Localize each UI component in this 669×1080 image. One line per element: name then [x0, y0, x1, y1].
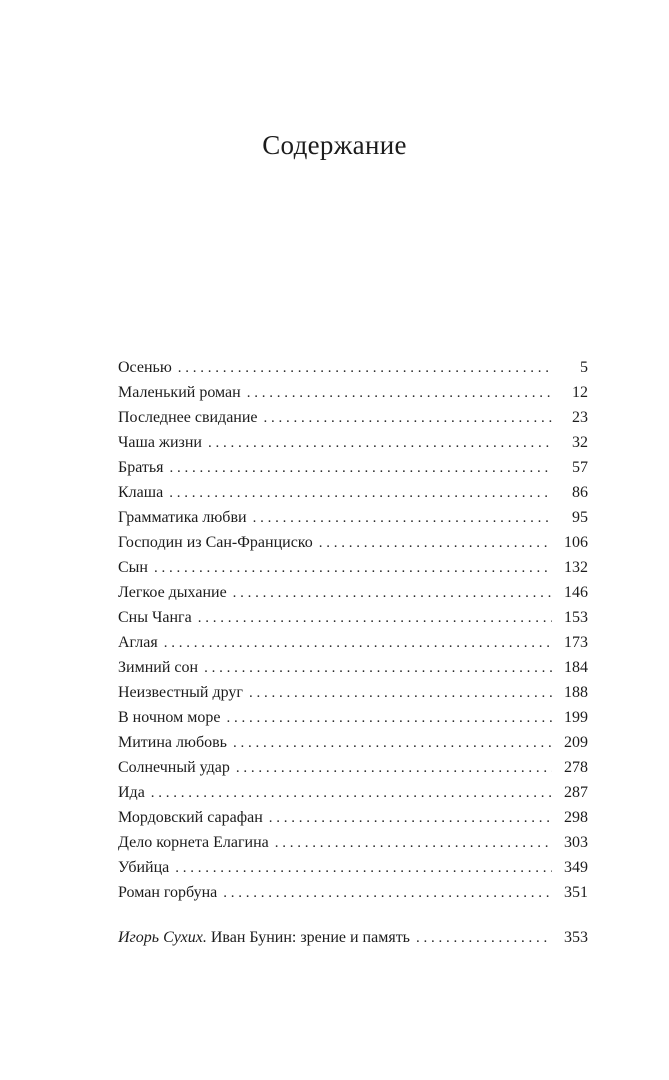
toc-entry-page-number: 146 — [564, 584, 588, 601]
toc-entry-page-number: 298 — [564, 809, 588, 826]
dot-leader — [247, 381, 552, 406]
toc-entry — [118, 605, 588, 630]
dot-leader — [236, 756, 552, 781]
dot-leader — [198, 606, 552, 631]
toc-entry — [118, 430, 588, 455]
toc-entry-title: Клаша — [118, 484, 164, 501]
toc-entry-page-number: 287 — [564, 784, 588, 801]
toc-entry — [118, 380, 588, 405]
toc-entry — [118, 530, 588, 555]
toc-entry-page-number: 106 — [564, 534, 588, 551]
toc-entry-title: Легкое дыхание — [118, 584, 227, 601]
toc-entry — [118, 630, 588, 655]
dot-leader — [226, 706, 552, 731]
toc-entry-title: Сны Чанга — [118, 609, 192, 626]
afterword-page-number: 353 — [564, 929, 588, 946]
dot-leader — [416, 926, 552, 951]
dot-leader — [275, 831, 552, 856]
toc-entry-page-number: 349 — [564, 859, 588, 876]
toc-entry-title: Сын — [118, 559, 148, 576]
toc-entry-page-number: 351 — [564, 884, 588, 901]
toc-entry-page-number: 173 — [564, 634, 588, 651]
toc-entry-page-number: 278 — [564, 759, 588, 776]
toc-entry — [118, 705, 588, 730]
toc-entry — [118, 405, 588, 430]
toc-entry-title: Осенью — [118, 359, 172, 376]
table-of-contents — [118, 355, 588, 905]
toc-entry-page-number: 209 — [564, 734, 588, 751]
toc-entry-page-number: 303 — [564, 834, 588, 851]
toc-entry — [118, 455, 588, 480]
toc-entry-page-number: 5 — [580, 359, 588, 376]
toc-entry-page-number: 184 — [564, 659, 588, 676]
toc-entry — [118, 480, 588, 505]
toc-entry-page-number: 188 — [564, 684, 588, 701]
toc-entry-title: Солнечный удар — [118, 759, 230, 776]
dot-leader — [269, 806, 552, 831]
toc-entry — [118, 855, 588, 880]
page-title: Содержание — [262, 130, 407, 160]
dot-leader — [208, 431, 552, 456]
toc-entry — [118, 730, 588, 755]
toc-entry-title: Братья — [118, 459, 164, 476]
toc-entry-page-number: 86 — [572, 484, 588, 501]
dot-leader — [175, 856, 552, 881]
toc-entry-page-number: 32 — [572, 434, 588, 451]
toc-afterword-entry — [118, 925, 588, 950]
toc-entry-page-number: 95 — [572, 509, 588, 526]
dot-leader — [170, 456, 552, 481]
dot-leader — [233, 581, 552, 606]
toc-entry — [118, 680, 588, 705]
toc-entry-page-number: 12 — [572, 384, 588, 401]
dot-leader — [204, 656, 552, 681]
toc-entry-title: Чаша жизни — [118, 434, 202, 451]
dot-leader — [164, 631, 552, 656]
toc-entry-title: Грамматика любви — [118, 509, 247, 526]
toc-entry-title: Убийца — [118, 859, 170, 876]
toc-entry-title: Дело корнета Елагина — [118, 834, 269, 851]
toc-entry-title: Последнее свидание — [118, 409, 258, 426]
afterword-essay-title: Иван Бунин: зрение и память — [206, 929, 410, 946]
dot-leader — [151, 781, 552, 806]
toc-entry — [118, 655, 588, 680]
toc-entry — [118, 555, 588, 580]
toc-entry-title: Неизвестный друг — [118, 684, 243, 701]
toc-entry-title: Аглая — [118, 634, 158, 651]
toc-entry-title: Мордовский сарафан — [118, 809, 263, 826]
toc-entry-page-number: 199 — [564, 709, 588, 726]
afterword-author: Игорь Сухих. — [118, 929, 207, 946]
toc-entry — [118, 580, 588, 605]
toc-entry-title: Господин из Сан-Франциско — [118, 534, 313, 551]
toc-entry — [118, 805, 588, 830]
toc-entry — [118, 880, 588, 905]
toc-entry-page-number: 57 — [572, 459, 588, 476]
toc-entry — [118, 780, 588, 805]
toc-entry — [118, 505, 588, 530]
toc-entry-page-number: 23 — [572, 409, 588, 426]
dot-leader — [223, 881, 552, 906]
toc-entry — [118, 355, 588, 380]
toc-entry-page-number: 132 — [564, 559, 588, 576]
toc-entry — [118, 755, 588, 780]
dot-leader — [169, 481, 552, 506]
dot-leader — [253, 506, 552, 531]
toc-entry-title: Маленький роман — [118, 384, 241, 401]
dot-leader — [154, 556, 552, 581]
dot-leader — [249, 681, 552, 706]
toc-entry — [118, 830, 588, 855]
dot-leader — [178, 356, 552, 381]
toc-entry-title: Митина любовь — [118, 734, 227, 751]
toc-entry-page-number: 153 — [564, 609, 588, 626]
dot-leader — [264, 406, 552, 431]
dot-leader — [319, 531, 552, 556]
toc-entry-title: Зимний сон — [118, 659, 199, 676]
dot-leader — [233, 731, 552, 756]
toc-entry-title: Роман горбуна — [118, 884, 218, 901]
toc-entry-title: Ида — [118, 784, 145, 801]
afterword-title — [118, 925, 416, 950]
toc-entry-title: В ночном море — [118, 709, 221, 726]
